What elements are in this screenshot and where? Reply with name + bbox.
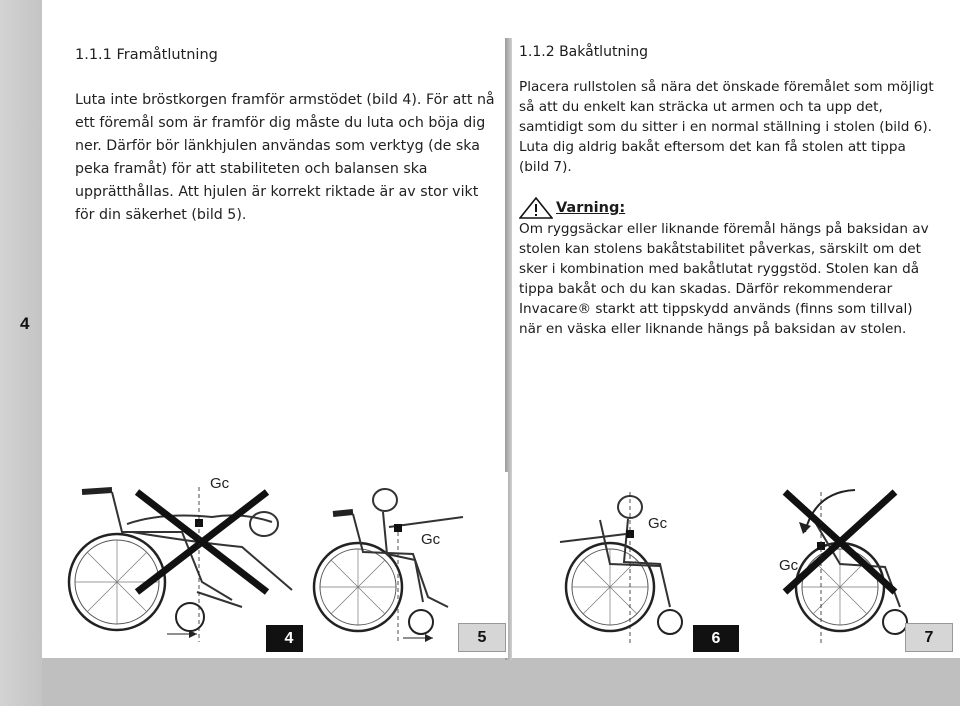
section-heading-backward-lean: 1.1.2 Bakåtlutning <box>519 44 648 60</box>
figure-5 <box>303 472 508 658</box>
right-column <box>519 42 939 339</box>
figure-5-number-badge: 5 <box>458 623 506 652</box>
forward-lean-paragraph: Luta inte bröstkorgen framför armstödet (bild 4). För att nå ett föremål som är framför dig måste du luta och böja dig ner. Därför bör länkhjulen användas som verktyg (de ska peka framåt) för att stabiliteten och balansen ska upprätthållas. Att hjulen är korrekt riktade är av stor vikt för din säkerhet (bild 5). <box>75 92 495 223</box>
page-number: 4 <box>20 314 30 333</box>
warning-title <box>519 197 939 219</box>
figure-6-gc-label: Gc <box>648 515 668 532</box>
figure-4-number-badge: 4 <box>266 625 312 652</box>
figure-bottom-bar <box>42 658 960 706</box>
left-column <box>75 44 497 227</box>
figure-4-gc-label: Gc <box>210 475 230 492</box>
page-side-strip <box>0 0 42 706</box>
figure-5-gc-label: Gc <box>421 531 441 548</box>
figure-6-number-badge: 6 <box>693 625 739 652</box>
warning-triangle-icon <box>519 197 553 219</box>
figure-4 <box>42 472 312 658</box>
figure-6 <box>520 472 745 658</box>
figure-7 <box>745 472 955 658</box>
figure-7-number-badge: 7 <box>905 623 953 652</box>
backward-lean-paragraph: Placera rullstolen så nära det önskade föremålet som möjligt så att du enkelt kan sträcka ut armen och ta upp det, samtidigt som du sitter i en normal ställning i stolen (bild 6). Luta dig aldrig bakåt eftersom det kan få stolen att tippa (bild 7). <box>519 79 934 175</box>
warning-label: Varning: <box>556 200 626 216</box>
figure-7-gc-label: Gc <box>779 557 799 574</box>
section-heading-forward-lean: 1.1.1 Framåtlutning <box>75 47 218 63</box>
warning-text: Om ryggsäckar eller liknande föremål hängs på baksidan av stolen kan stolens bakåtstabilitet påverkas, särskilt om det sker i kombination med bakåtlutat ryggstöd. Stolen kan då tippa bakåt och du kan skadas. Därför rekommenderar Invacare® starkt att tippskydd används (finns som tillval) när en väska eller liknande hängs på baksidan av stolen. <box>519 221 929 337</box>
